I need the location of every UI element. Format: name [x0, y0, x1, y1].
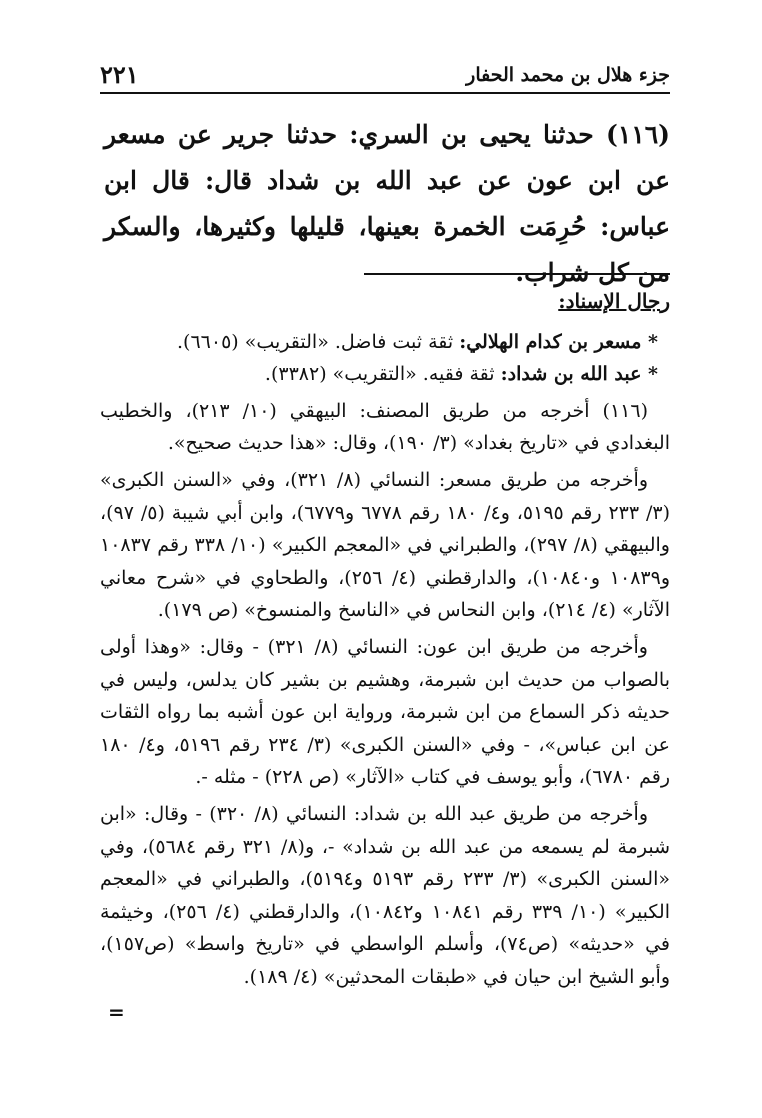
narrator-name: * عبد الله بن شداد: — [500, 363, 658, 386]
narrator-entry — [100, 326, 658, 359]
takhrij-paragraph: وأخرجه من طريق عبد الله بن شداد: النسائي (٨/ ٣٢٠) - وقال: «ابن شبرمة لم يسمعه من عبد الله بن شداد» -، و(٨/ ٣٢١ رقم ٥٦٨٤)، وفي «السنن الكبرى» (٣/ ٢٣٣ رقم ٥١٩٣ و٥١٩٤)، والطبراني في «المعجم الكبير» (١٠/ ٣٣٩ رقم ١٠٨٤١ و١٠٨٤٢)، والدارقطني (٤/ ٢٥٦)، وخيثمة في «حديثه» (ص٧٤)، وأسلم الواسطي في «تاريخ واسط» (ص١٥٧)، وأبو الشيخ ابن حيان في «طبقات المحدثين» (٤/ ١٨٩). — [100, 802, 670, 988]
takhrij-paragraph: (١١٦) أخرجه من طريق المصنف: البيهقي (١٠/ ٢١٣)، والخطيب البغدادي في «تاريخ بغداد» (٣/ ١٩٠)، وقال: «هذا حديث صحيح». — [100, 399, 670, 455]
section-heading: رجال الإسناد: — [558, 289, 670, 313]
footnotes — [100, 285, 670, 993]
hadith-text: (١١٦) حدثنا يحيى بن السري: حدثنا جرير عن مسعر عن ابن عون عن عبد الله بن شداد قال: قال ابن عباس: حُرِمَت الخمرة بعينها، قليلها وكثيرها، والسكر من كل شراب. — [104, 120, 670, 287]
narrator-desc: ثقة فقيه. «التقريب» (٣٣٨٢). — [264, 363, 501, 386]
book-title: جزء هلال بن محمد الحفار — [466, 64, 670, 86]
narrator-name: * مسعر بن كدام الهلالي: — [459, 330, 658, 353]
narrator-entry — [100, 358, 658, 391]
takhrij-paragraph: وأخرجه من طريق مسعر: النسائي (٨/ ٣٢١)، وفي «السنن الكبرى» (٣/ ٢٣٣ رقم ٥١٩٥، و٤/ ١٨٠ رقم ٦٧٧٨ و٦٧٧٩)، وابن أبي شيبة (٥/ ٩٧)، والبيهقي (٨/ ٢٩٧)، والطبراني في «المعجم الكبير» (١٠/ ٣٣٨ رقم ١٠٨٣٧ و١٠٨٣٩ و١٠٨٤٠)، والدارقطني (٤/ ٢٥٦)، والطحاوي في «شرح معاني الآثار» (٤/ ٢١٤)، وابن النحاس في «الناسخ والمنسوخ» (ص ١٧٩). — [100, 468, 670, 622]
takhrij-paragraph: وأخرجه من طريق ابن عون: النسائي (٨/ ٣٢١) - وقال: «وهذا أولى بالصواب من حديث ابن شبرمة، وهشيم بن بشير كان يدلس، وليس في حديثه ذكر السماع من ابن شبرمة، ورواية ابن عون أشبه بما رواه الثقات عن ابن عباس»، - وفي «السنن الكبرى» (٣/ ٢٣٤ رقم ٥١٩٦، و٤/ ١٨٠ رقم ٦٧٨٠)، وأبو يوسف في كتاب «الآثار» (ص ٢٢٨) - مثله -. — [100, 635, 670, 789]
continuation-mark: = — [108, 1000, 125, 1024]
footnote-separator — [364, 273, 670, 275]
running-header — [100, 60, 670, 90]
page-number: ٢٢١ — [100, 60, 139, 89]
narrator-desc: ثقة ثبت فاضل. «التقريب» (٦٦٠٥). — [177, 330, 460, 353]
header-rule — [100, 92, 670, 94]
